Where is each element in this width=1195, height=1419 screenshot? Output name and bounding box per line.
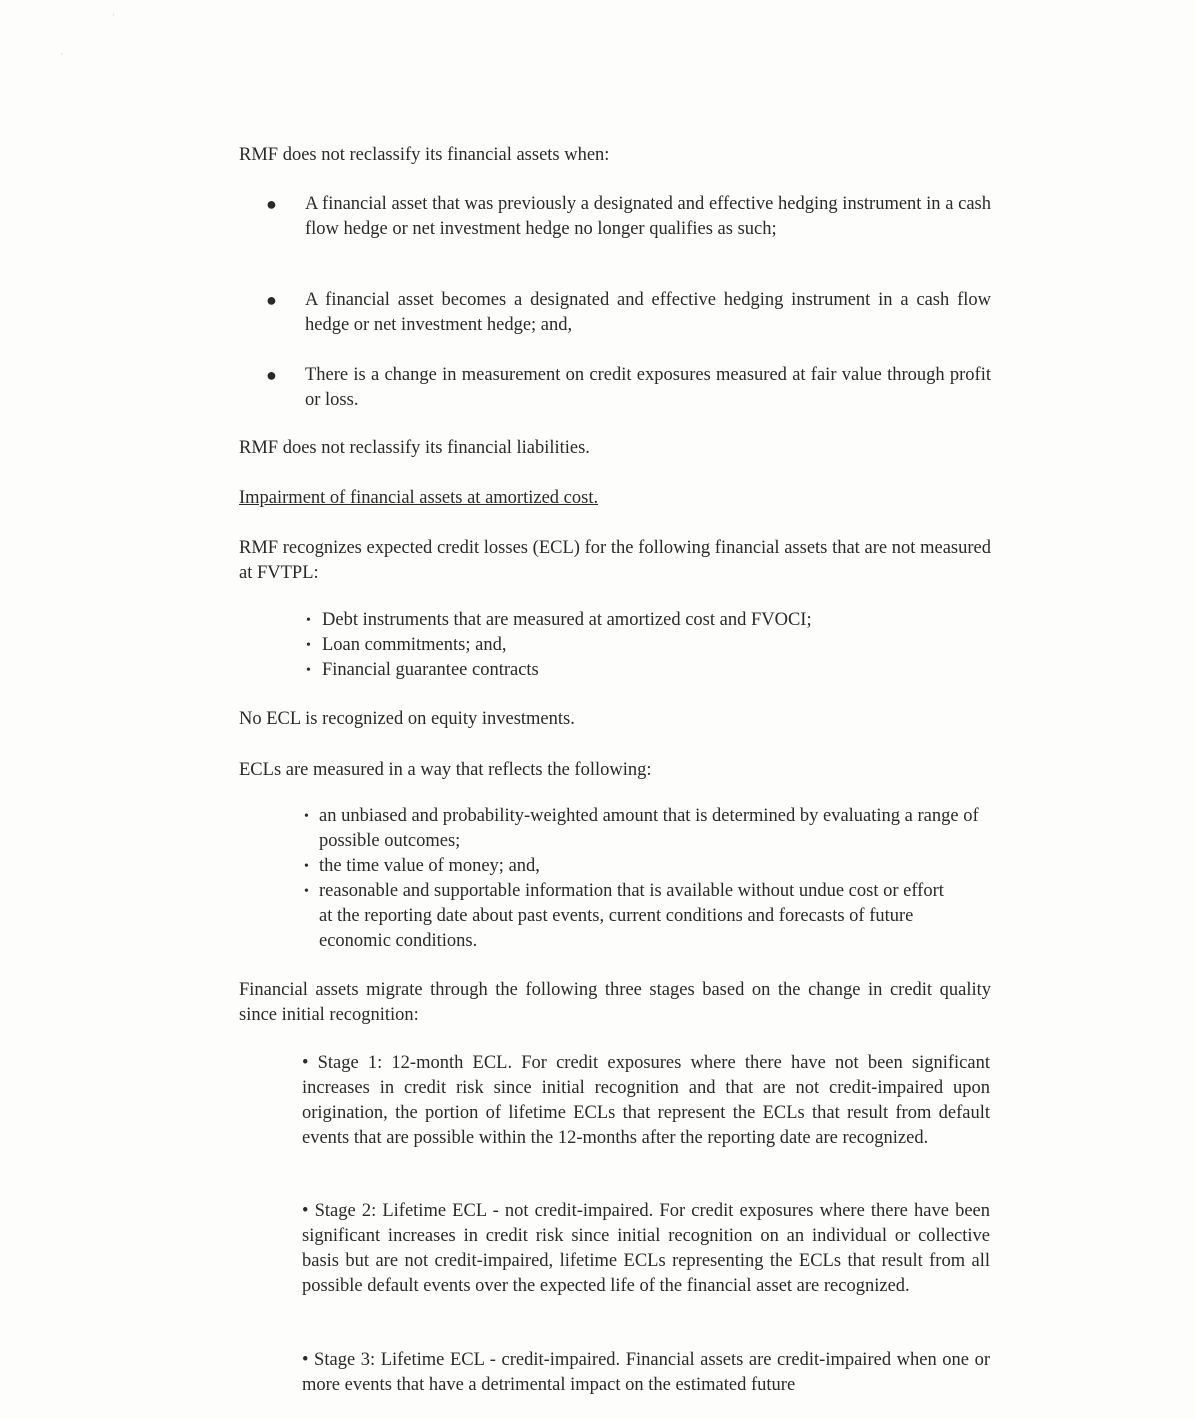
impairment-heading: Impairment of financial assets at amortized cost.	[239, 488, 599, 508]
list-item: • Debt instruments that are measured at amortized cost and FVOCI;	[302, 608, 992, 633]
ecl-intro-paragraph: RMF recognizes expected credit losses (ECL) for the following financial assets that are not measured at FVTPL:	[239, 538, 991, 583]
asset-bullet-2	[266, 288, 991, 338]
bullet-icon: ●	[266, 194, 277, 214]
stage-1-paragraph: • Stage 1: 12-month ECL. For credit exposures where there have not been significant increases in credit risk since initial recognition and that are not credit-impaired upon origination, the portion of lifetime ECLs that represent the ECLs that result from default events that are possible within the 12-months after the reporting date are recognized.	[302, 1053, 990, 1148]
bullet-icon: •	[304, 809, 309, 824]
liabilities-paragraph: RMF does not reclassify its financial liabilities.	[239, 438, 590, 458]
list-item: • Loan commitments; and,	[302, 633, 992, 658]
bullet-icon: •	[304, 884, 309, 899]
bullet-icon: ●	[266, 290, 277, 310]
list-item: • reasonable and supportable information that is available without undue cost or effort at the reporting date about past events, current conditions and forecasts of future economic conditions.	[304, 881, 944, 951]
measured-intro-paragraph: ECLs are measured in a way that reflects the following:	[239, 760, 652, 780]
scan-speck: ·	[112, 10, 115, 20]
bullet-icon: •	[304, 859, 309, 874]
asset-bullet-3	[266, 363, 991, 413]
bullet-icon: ●	[266, 365, 277, 385]
stage-3-paragraph: • Stage 3: Lifetime ECL - credit-impaired. Financial assets are credit-impaired when one or more events that have a detrimental impact on the estimated future	[302, 1350, 990, 1395]
scan-speck: ·	[60, 49, 63, 59]
stages-intro-paragraph: Financial assets migrate through the following three stages based on the change in credit quality since initial recognition:	[239, 980, 991, 1025]
bullet-icon: •	[306, 613, 311, 628]
asset-bullet-text: There is a change in measurement on credit exposures measured at fair value through profit or loss.	[305, 365, 991, 410]
asset-bullet-text: A financial asset becomes a designated and effective hedging instrument in a cash flow hedge or net investment hedge; and,	[305, 290, 991, 335]
bullet-icon: •	[306, 663, 311, 678]
list-item: • Financial guarantee contracts	[302, 658, 992, 683]
intro-paragraph: RMF does not reclassify its financial assets when:	[239, 145, 610, 165]
ecl-list	[302, 608, 992, 683]
stage-2-paragraph: • Stage 2: Lifetime ECL - not credit-impaired. For credit exposures where there have been significant increases in credit risk since initial recognition on an individual or collective basis but are not credit-impaired, lifetime ECLs representing the ECLs that result from all possible default events over the expected life of the financial asset are recognized.	[302, 1201, 990, 1296]
list-item: • an unbiased and probability-weighted amount that is determined by evaluating a range of possible outcomes;	[304, 806, 979, 851]
list-item: • the time value of money; and,	[304, 854, 992, 879]
asset-bullet-text: A financial asset that was previously a designated and effective hedging instrument in a cash flow hedge or net investment hedge no longer qualifies as such;	[305, 194, 991, 239]
asset-bullet-1	[266, 192, 991, 242]
no-ecl-paragraph: No ECL is recognized on equity investments.	[239, 709, 575, 729]
bullet-icon: •	[306, 638, 311, 653]
measured-list	[304, 804, 992, 954]
